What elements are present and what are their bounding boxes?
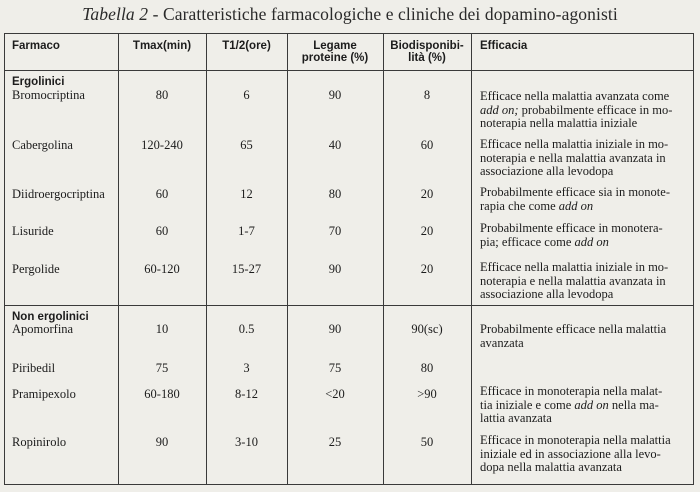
eff-text: Probabilmente efficace nella malattia — [480, 322, 667, 336]
row-name: Cabergolina — [12, 138, 73, 152]
eff-text: Efficace in monoterapia nella malattia — [480, 433, 671, 447]
header-legame-line1: Legame — [313, 40, 357, 52]
header-bio-line1: Biodisponibi- — [390, 40, 464, 52]
row-name: Piribedil — [12, 361, 56, 375]
header-farmaco: Farmaco — [12, 40, 60, 52]
eff-text-italic: add on — [558, 198, 594, 213]
group-divider — [4, 305, 694, 306]
group-ergolinici: Ergolinici — [12, 76, 65, 88]
row-efficacia — [480, 385, 685, 426]
row-legame: 70 — [328, 224, 342, 238]
row-bio: 20 — [420, 224, 434, 238]
eff-text: Efficace in monoterapia nella malat- — [480, 384, 663, 398]
row-efficacia — [480, 222, 685, 249]
header-t12: T1/2(ore) — [222, 40, 271, 52]
row-tmax: 10 — [155, 322, 169, 336]
header-tmax: Tmax(min) — [132, 40, 192, 52]
eff-text-italic: add on — [574, 397, 609, 412]
eff-text: pia; efficace come — [480, 234, 572, 249]
row-efficacia — [480, 261, 685, 302]
row-tmax: 120-240 — [141, 138, 183, 152]
eff-text: Probabilmente efficace in monotera- — [480, 221, 663, 235]
eff-text: probabilmente efficace in mo- — [518, 102, 673, 117]
row-tmax: 75 — [155, 361, 169, 375]
eff-text: dopa nella malattia avanzata — [480, 460, 622, 474]
eff-text: Efficace nella malattia iniziale in mo- — [480, 260, 669, 274]
row-efficacia — [480, 138, 685, 179]
eff-text: noterapia e nella malattia avanzata in — [480, 150, 666, 165]
header-divider — [4, 70, 694, 71]
row-legame: 25 — [328, 435, 342, 449]
row-bio: 20 — [420, 187, 434, 201]
row-name: Apomorfina — [12, 322, 74, 336]
table-caption: Caratteristiche farmacologiche e cliniche dei dopamino-agonisti — [162, 4, 618, 24]
header-bio-line2: lità (%) — [408, 52, 446, 64]
row-t12: 12 — [240, 187, 253, 201]
row-t12: 6 — [243, 88, 250, 102]
eff-text: rapia che come — [480, 198, 556, 213]
row-legame: 75 — [328, 361, 342, 375]
row-tmax: 60 — [155, 224, 169, 238]
header-legame-line2: proteine (%) — [301, 52, 369, 64]
eff-text: tia iniziale e come — [480, 397, 572, 412]
row-legame: 40 — [328, 138, 342, 152]
row-name: Lisuride — [12, 224, 54, 238]
eff-text: Efficace nella malattia iniziale in mo- — [480, 137, 669, 151]
row-efficacia — [480, 434, 685, 475]
row-tmax: 60-180 — [144, 387, 180, 401]
row-t12: 1-7 — [238, 224, 255, 238]
eff-text: Probabilmente efficace sia in monote- — [480, 185, 670, 199]
row-bio: 20 — [420, 262, 434, 276]
eff-text: noterapia nella malattia iniziale — [480, 116, 638, 130]
eff-text: lattia avanzata — [480, 411, 552, 425]
row-name: Pergolide — [12, 262, 60, 276]
row-bio: 8 — [423, 88, 431, 102]
row-efficacia — [480, 90, 685, 131]
row-tmax: 60-120 — [144, 262, 180, 276]
eff-text-italic: add on; — [480, 102, 519, 117]
row-t12: 8-12 — [235, 387, 258, 401]
row-t12: 0.5 — [238, 322, 255, 336]
eff-text: associazione alla levodopa — [480, 287, 614, 301]
row-efficacia — [480, 323, 685, 350]
row-tmax: 80 — [155, 88, 169, 102]
row-efficacia — [480, 186, 685, 213]
row-legame: 90 — [328, 262, 342, 276]
row-name: Diidroergocriptina — [12, 187, 105, 201]
row-bio: 60 — [420, 138, 434, 152]
eff-text: iniziale ed in associazione alla levo- — [480, 446, 661, 461]
row-legame: 90 — [328, 88, 342, 102]
eff-text: associazione alla levodopa — [480, 164, 614, 178]
column-divider — [471, 33, 472, 485]
eff-text: Efficace nella malattia avanzata come — [480, 89, 670, 103]
row-name: Pramipexolo — [12, 387, 76, 401]
eff-text-italic: add on — [574, 234, 609, 249]
row-bio: >90 — [417, 387, 437, 401]
table-title — [0, 4, 700, 25]
table-label: Tabella 2 - — [82, 4, 159, 24]
row-t12: 3 — [243, 361, 250, 375]
row-bio: 80 — [420, 361, 434, 375]
row-legame: 90 — [328, 322, 342, 336]
header-biodisponibilita — [383, 40, 471, 64]
row-bio: 90(sc) — [411, 322, 443, 336]
row-t12: 65 — [240, 138, 253, 152]
row-tmax: 90 — [155, 435, 169, 449]
row-name: Bromocriptina — [12, 88, 85, 102]
eff-text: noterapia e nella malattia avanzata in — [480, 273, 666, 288]
row-bio: 50 — [420, 435, 434, 449]
eff-text: nella ma- — [608, 397, 659, 412]
header-efficacia: Efficacia — [480, 40, 528, 52]
row-name: Ropinirolo — [12, 435, 67, 449]
row-tmax: 60 — [155, 187, 169, 201]
eff-text: avanzata — [480, 335, 524, 350]
row-t12: 15-27 — [231, 262, 262, 276]
row-legame: <20 — [325, 387, 345, 401]
row-t12: 3-10 — [235, 435, 258, 449]
row-legame: 80 — [328, 187, 342, 201]
group-non-ergolinici: Non ergolinici — [12, 311, 89, 323]
header-legame — [287, 40, 383, 64]
